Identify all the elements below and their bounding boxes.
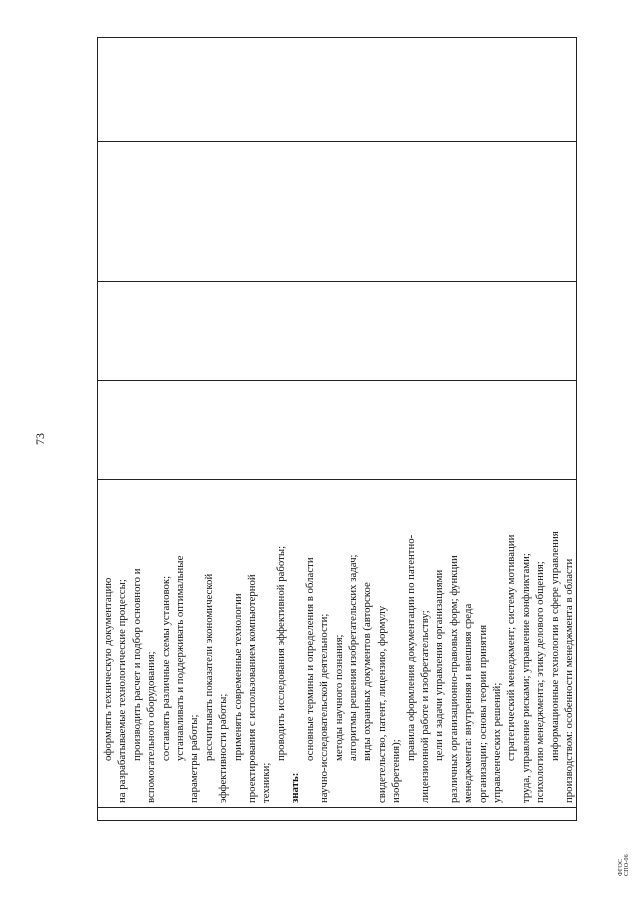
footer-code: ФГОС СПО-06 <box>618 854 630 876</box>
requirement-line: составлять различные схемы установок; <box>159 575 172 761</box>
requirement-line: проводить исследования эффективной работы; <box>274 545 287 761</box>
requirement-line: стратегический менеджмент; систему мотивации <box>505 534 518 761</box>
requirement-line: виды охранных документов (авторское <box>361 582 374 761</box>
requirements-text <box>98 480 576 807</box>
table-grid <box>97 37 577 821</box>
requirement-line: техники; <box>260 762 273 803</box>
requirement-line: основные термины и определения в области <box>303 557 316 761</box>
requirement-line: менеджмента: внутренняя и внешняя среда <box>462 603 475 803</box>
requirement-line: научно-исследовательской деятельности; <box>318 613 331 803</box>
requirement-line: цели и задачи управления организациями <box>433 569 446 761</box>
requirement-line: труда, управление рисками; управление конфликтами; <box>519 553 532 803</box>
requirement-line: методы научного познания; <box>332 634 345 761</box>
requirement-line: производством: особенности менеджмента в области <box>563 558 575 803</box>
requirement-line: правила оформления документации по патентно- <box>404 534 417 761</box>
requirement-line: параметры работы; <box>188 714 201 803</box>
requirement-line: оформлять техническую документацию <box>102 577 114 761</box>
requirement-line: знать: <box>289 772 302 803</box>
hours-total-cell <box>98 282 577 381</box>
requirements-cell <box>98 480 577 808</box>
table-row <box>98 38 577 821</box>
requirement-line: изобретения); <box>390 739 403 803</box>
requirement-line: устанавливать и поддерживать оптимальные <box>174 555 187 761</box>
requirement-line: лицензионной работе и изобретательству; <box>418 610 431 803</box>
requirement-line: производить расчет и подбор основного и <box>130 568 143 761</box>
requirement-line: вспомогательного оборудования; <box>145 651 158 803</box>
page-number: 73 <box>33 433 47 445</box>
requirement-line: применять современные технологии <box>231 593 244 761</box>
requirement-line: организации; основы теории принятия <box>476 624 489 803</box>
requirement-line: психологию менеджмента; этику делового общения; <box>534 561 547 803</box>
requirement-line: информационные технологии в сфере управления <box>548 531 561 761</box>
requirement-line: управленческих решений; <box>490 682 503 803</box>
requirement-line: свидетельство, патент, лицензию, формулу <box>375 605 388 803</box>
requirement-line: алгоритмы решения изобретательских задач; <box>346 554 359 761</box>
hours-cell <box>98 381 577 480</box>
competence-cell <box>98 38 577 142</box>
index-cell <box>98 808 577 821</box>
requirement-line: рассчитывать показатели экономической <box>202 573 215 761</box>
requirement-line: эффективности работы; <box>217 693 230 803</box>
curriculum-table <box>97 44 574 821</box>
requirement-line: проектирования с использованием компьютерной <box>246 574 259 803</box>
requirement-line: на разрабатываемые технологические процессы; <box>116 579 129 803</box>
discipline-cell <box>98 142 577 282</box>
requirement-line: различных организационно-правовых форм; функции <box>447 555 460 803</box>
rotated-table-frame <box>97 44 574 821</box>
